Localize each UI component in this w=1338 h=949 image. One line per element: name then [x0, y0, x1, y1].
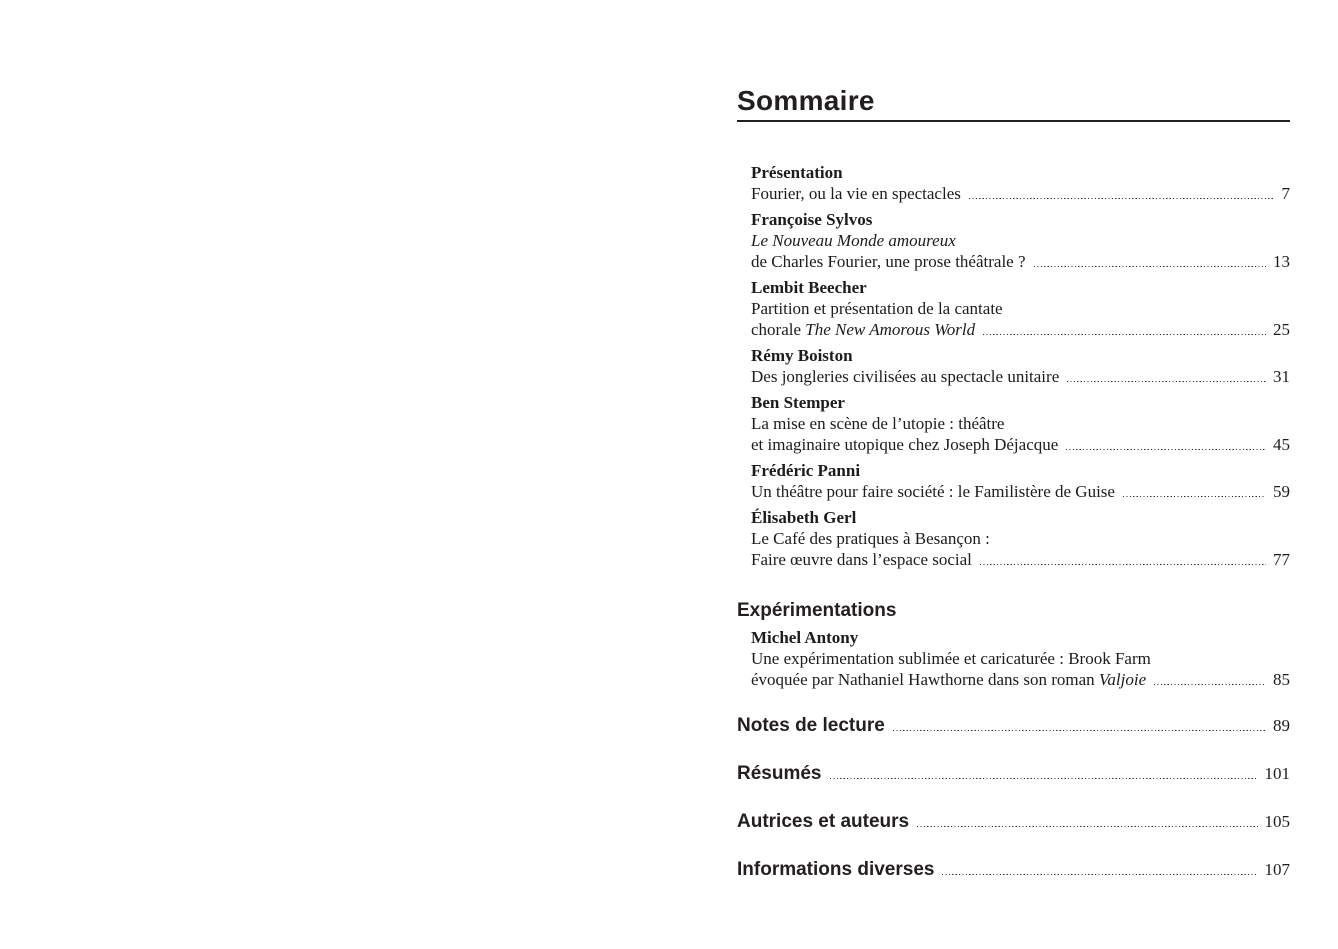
- toc-line: [751, 251, 1290, 272]
- toc-line-text: Fourier, ou la vie en spectacles: [751, 184, 961, 203]
- toc-line-text: Partition et présentation de la cantate: [751, 299, 1003, 318]
- back-section-label: Informations diverses: [737, 859, 935, 880]
- toc-line-text: Faire œuvre dans l’espace social: [751, 550, 972, 569]
- toc-line-text: Une expérimentation sublimée et caricaturée : Brook Farm: [751, 649, 1151, 668]
- toc-line: [751, 648, 1290, 669]
- toc-entry-head: Françoise Sylvos: [751, 210, 873, 229]
- article-list: [737, 162, 1290, 570]
- article-list-experimentations: [737, 627, 1290, 690]
- toc-line: [751, 298, 1290, 319]
- toc-line-text-italic: Valjoie: [1098, 670, 1147, 689]
- toc-line-text-italic: The New Amorous World: [805, 320, 976, 339]
- page-number: 105: [1264, 812, 1290, 831]
- back-matter-sections: [737, 714, 1290, 882]
- toc-line-text: La mise en scène de l’utopie : théâtre: [751, 414, 1005, 433]
- table-of-contents: [737, 86, 1290, 882]
- dot-leader: [1123, 496, 1266, 497]
- page-number: 13: [1273, 252, 1290, 271]
- toc-entry-head: Présentation: [751, 163, 843, 182]
- toc-line: [751, 481, 1290, 502]
- back-section-label: Résumés: [737, 763, 822, 784]
- back-section-label: Notes de lecture: [737, 715, 885, 736]
- toc-entry-head: Élisabeth Gerl: [751, 508, 857, 527]
- dot-leader: [893, 730, 1266, 731]
- toc-line-text: Le Nouveau Monde amoureux: [751, 231, 956, 250]
- toc-entry-head: Ben Stemper: [751, 393, 845, 412]
- page-number: 101: [1264, 764, 1290, 783]
- toc-entry: [751, 162, 1290, 204]
- toc-line: [751, 413, 1290, 434]
- dot-leader: [1067, 381, 1266, 382]
- toc-line: [751, 319, 1290, 340]
- toc-entry: [751, 345, 1290, 387]
- toc-line-text: Le Café des pratiques à Besançon :: [751, 529, 990, 548]
- toc-entry: [751, 460, 1290, 502]
- dot-leader: [917, 826, 1257, 827]
- toc-line: [751, 183, 1290, 204]
- toc-line-text: évoquée par Nathaniel Hawthorne dans son roman: [751, 670, 1099, 689]
- toc-entry: [751, 277, 1290, 340]
- back-section-row: [737, 714, 1290, 738]
- dot-leader: [1034, 266, 1266, 267]
- dot-leader: [830, 778, 1258, 779]
- dot-leader: [980, 564, 1266, 565]
- toc-line: [751, 669, 1290, 690]
- page-number: 85: [1273, 670, 1290, 689]
- title-rule: [737, 120, 1290, 122]
- toc-entry-head: Lembit Beecher: [751, 278, 867, 297]
- toc-entry-head: Frédéric Panni: [751, 461, 861, 480]
- toc-entry: [751, 627, 1290, 690]
- toc-line: [751, 434, 1290, 455]
- toc-line: [751, 549, 1290, 570]
- dot-leader: [983, 334, 1266, 335]
- page-number: 107: [1264, 860, 1290, 879]
- toc-entry-head: Rémy Boiston: [751, 346, 853, 365]
- back-section-label: Autrices et auteurs: [737, 811, 910, 832]
- page-number: 77: [1273, 550, 1290, 569]
- toc-line: [751, 230, 1290, 251]
- page-number: 59: [1273, 482, 1290, 501]
- page-title: Sommaire: [737, 85, 875, 116]
- page-number: 45: [1273, 435, 1290, 454]
- page-number: 31: [1273, 367, 1290, 386]
- toc-line-text: et imaginaire utopique chez Joseph Déjacque: [751, 435, 1059, 454]
- toc-entry: [751, 392, 1290, 455]
- toc-line: [751, 528, 1290, 549]
- back-section-row: [737, 858, 1290, 882]
- toc-entry: [751, 507, 1290, 570]
- toc-line-text: de Charles Fourier, une prose théâtrale ?: [751, 252, 1026, 271]
- toc-line-text: chorale: [751, 320, 806, 339]
- page-number: 25: [1273, 320, 1290, 339]
- toc-line: [751, 366, 1290, 387]
- toc-line-text: Des jongleries civilisées au spectacle unitaire: [751, 367, 1060, 386]
- toc-line-text: Un théâtre pour faire société : le Familistère de Guise: [751, 482, 1115, 501]
- back-section-row: [737, 762, 1290, 786]
- page-number: 7: [1281, 184, 1290, 203]
- toc-entry-head: Michel Antony: [751, 628, 859, 647]
- toc-entry: [751, 209, 1290, 272]
- dot-leader: [1066, 449, 1266, 450]
- dot-leader: [942, 874, 1257, 875]
- section-heading-experimentations: Expérimentations: [737, 600, 897, 621]
- back-section-row: [737, 810, 1290, 834]
- dot-leader: [969, 198, 1275, 199]
- dot-leader: [1154, 684, 1266, 685]
- page-number: 89: [1273, 716, 1290, 735]
